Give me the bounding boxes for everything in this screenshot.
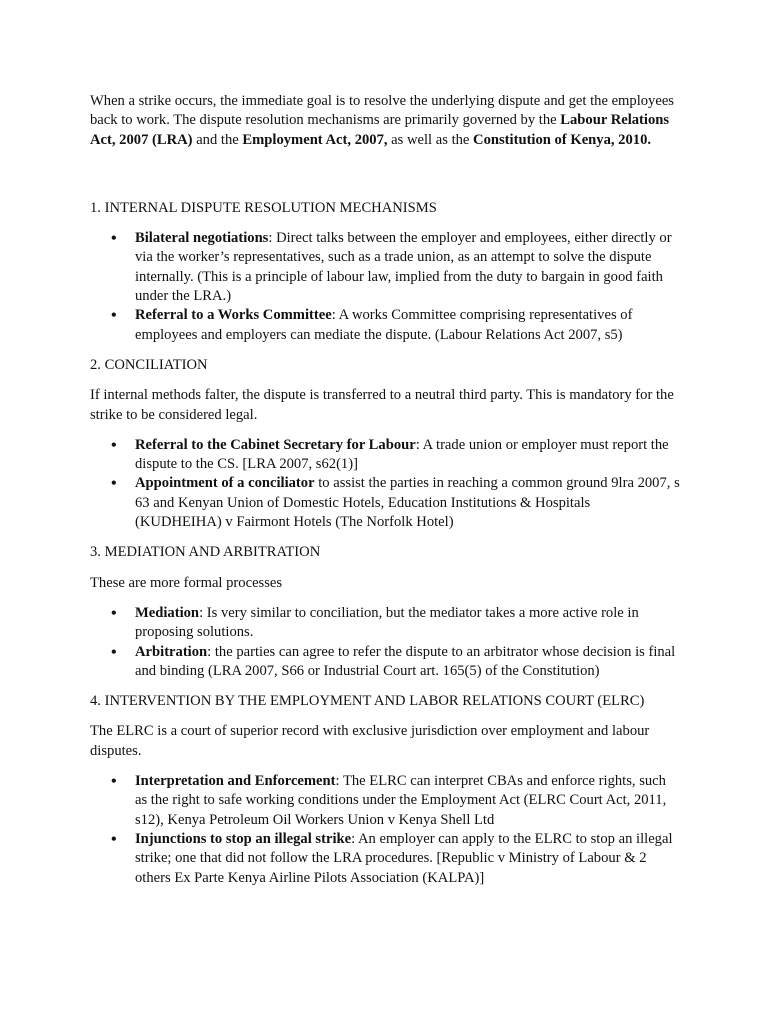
bullet-icon: •: [111, 830, 117, 848]
list-item: [90, 772, 680, 830]
intro-text-3: as well as the: [387, 131, 474, 148]
section-paragraph: If internal methods falter, the dispute is transferred to a neutral third party. This is mandatory for the strike to be considered legal.: [90, 387, 674, 423]
list-item-bold: Interpretation and Enforcement: [135, 773, 336, 790]
list-item-bold: Mediation: [135, 604, 200, 621]
list-item-bold: Referral to a Works Committee: [135, 307, 332, 324]
section-heading-conciliation: 2. CONCILIATION: [90, 356, 208, 373]
bullet-list-mediation: [90, 604, 680, 681]
list-item-text: : A works Committee comprising representatives of employees and employers can mediate the dispute. (Labour Relations Act 2007, s5): [135, 307, 633, 343]
intro-text-2: and the: [192, 131, 243, 148]
bullet-list-elrc: [90, 772, 680, 888]
list-item: [90, 604, 680, 643]
bullet-icon: •: [111, 436, 117, 454]
list-item-text: : the parties can agree to refer the dispute to an arbitrator whose decision is final and binding (LRA 2007, S66 or Industrial Court art. 165(5) of the Constitution): [135, 643, 676, 679]
list-item-text: : A trade union or employer must report the dispute to the CS. [LRA 2007, s62(1)]: [135, 436, 669, 473]
bullet-icon: •: [111, 773, 117, 791]
bullet-icon: •: [111, 475, 117, 493]
list-item: [90, 643, 680, 682]
section-heading-elrc: 4. INTERVENTION BY THE EMPLOYMENT AND LABOR RELATIONS COURT (ELRC): [90, 693, 645, 710]
intro-bold-employment-act: Employment Act, 2007,: [242, 131, 388, 148]
list-item-bold: Appointment of a conciliator: [135, 475, 315, 492]
intro-paragraph: [90, 92, 680, 150]
list-item: [90, 229, 680, 306]
list-item: [90, 474, 680, 532]
list-item-bold: Injunctions to stop an illegal strike: [135, 830, 352, 847]
intro-text-1: When a strike occurs, the immediate goal is to resolve the underlying dispute and get the employees back to work. The dispute resolution mechanisms are primarily governed by the: [90, 93, 674, 129]
intro-bold-lra: Labour Relations Act, 2007 (LRA): [90, 112, 670, 148]
document-page: [90, 92, 680, 888]
list-item-text: to assist the parties in reaching a common ground 9lra 2007, s 63 and Kenyan Union of Domestic Hotels, Education Institutions & Hospitals (KUDHEIHA) v Fairmont Hotels (The Norfolk Hotel): [135, 475, 680, 531]
bullet-icon: •: [111, 643, 117, 661]
bullet-icon: •: [111, 230, 117, 248]
section-paragraph: The ELRC is a court of superior record with exclusive jurisdiction over employment and labour disputes.: [90, 723, 650, 759]
list-item-text: : Is very similar to conciliation, but the mediator takes a more active role in proposing solutions.: [135, 604, 639, 641]
list-item: [90, 830, 680, 888]
list-item-text: : Direct talks between the employer and employees, either directly or via the worker’s representatives, such as a trade union, as an attempt to solve the dispute internally. (This is a principle of labour law, implied from the duty to bargain in good faith under the LRA.): [135, 230, 672, 305]
section-heading-mediation: 3. MEDIATION AND ARBITRATION: [90, 544, 321, 561]
list-item-text: : The ELRC can interpret CBAs and enforce rights, such as the right to safe working conditions under the Employment Act (ELRC Court Act, 2011, s12), Kenya Petroleum Oil Workers Union v Kenya Shell Ltd: [135, 773, 667, 828]
intro-bold-constitution: Constitution of Kenya, 2010.: [473, 131, 652, 148]
list-item: [90, 436, 680, 475]
list-item-bold: Bilateral negotiations: [135, 230, 269, 247]
bullet-icon: •: [111, 604, 117, 622]
bullet-list-conciliation: [90, 436, 680, 532]
bullet-icon: •: [111, 307, 117, 325]
list-item-bold: Arbitration: [135, 643, 208, 660]
section-paragraph: These are more formal processes: [90, 574, 283, 591]
section-heading-internal: 1. INTERNAL DISPUTE RESOLUTION MECHANISMS: [90, 199, 437, 216]
list-item: [90, 306, 680, 345]
list-item-bold: Referral to the Cabinet Secretary for Labour: [135, 436, 416, 453]
bullet-list-internal: [90, 229, 680, 345]
list-item-text: : An employer can apply to the ELRC to stop an illegal strike; one that did not follow the LRA procedures. [Republic v Ministry of Labour & 2 others Ex Parte Kenya Airline Pilots Association (KALPA)]: [135, 830, 673, 886]
